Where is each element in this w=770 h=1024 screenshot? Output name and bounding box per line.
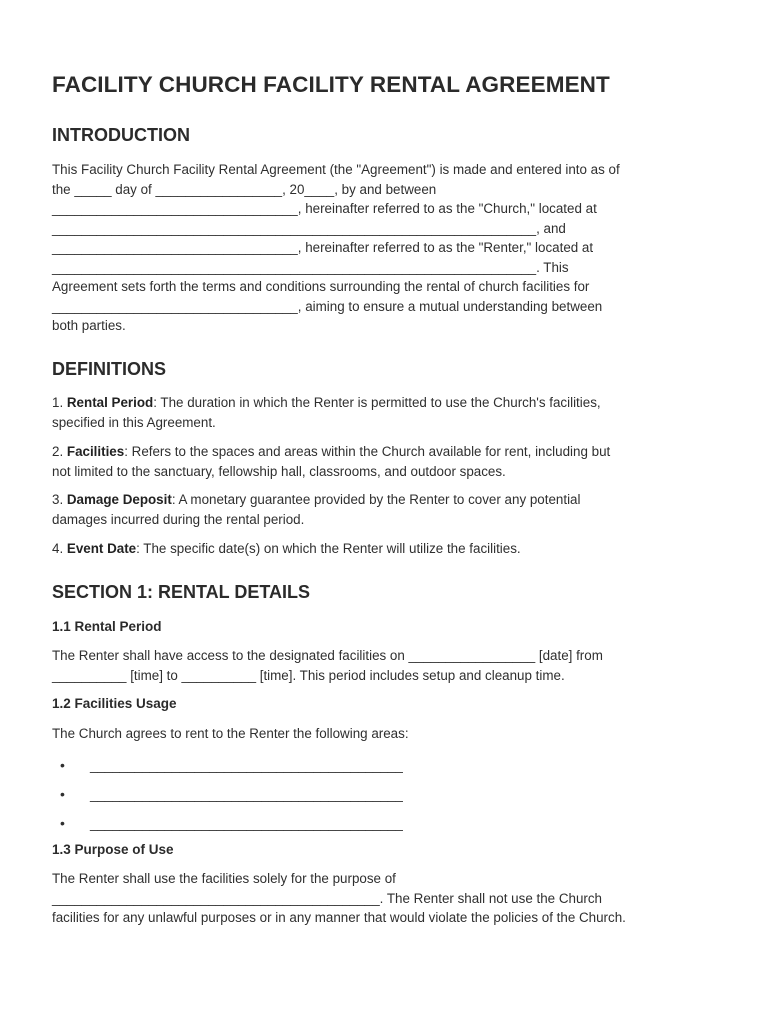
definition-text: : The specific date(s) on which the Renter will utilize the facilities. xyxy=(136,541,521,556)
definition-number: 2. xyxy=(52,444,67,459)
list-item xyxy=(60,815,403,831)
purpose-line: The Renter shall use the facilities solely for the purpose of xyxy=(52,871,396,886)
facilities-usage-heading: 1.2 Facilities Usage xyxy=(52,696,177,711)
definition-item xyxy=(52,539,722,559)
intro-line: Agreement sets forth the terms and conditions surrounding the rental of church facilities for xyxy=(52,279,590,294)
definition-text: not limited to the sanctuary, fellowship hall, classrooms, and outdoor spaces. xyxy=(52,463,506,479)
intro-line: _________________________________, hereinafter referred to as the "Church," located at xyxy=(52,201,597,216)
intro-line: _________________________________, aiming to ensure a mutual understanding between xyxy=(52,298,603,314)
document-title: FACILITY CHURCH FACILITY RENTAL AGREEMENT xyxy=(52,72,610,97)
facility-area-blank: __________________________________________ xyxy=(90,816,403,831)
bullet-icon: • xyxy=(60,786,65,802)
definition-text: : Refers to the spaces and areas within the Church available for rent, including but xyxy=(124,444,611,459)
definition-item xyxy=(52,393,722,432)
definition-text: : A monetary guarantee provided by the Renter to cover any potential xyxy=(171,492,581,507)
definition-term: Facilities xyxy=(66,444,125,459)
facilities-usage-text: The Church agrees to rent to the Renter the following areas: xyxy=(52,726,409,741)
definition-number: 1. xyxy=(52,395,67,410)
intro-line: both parties. xyxy=(52,318,126,333)
definition-text: specified in this Agreement. xyxy=(52,414,216,430)
definition-term: Event Date xyxy=(66,541,137,556)
section1-heading: SECTION 1: RENTAL DETAILS xyxy=(52,582,311,602)
purpose-of-use-heading: 1.3 Purpose of Use xyxy=(52,842,174,857)
definition-item xyxy=(52,442,722,481)
definitions-heading: DEFINITIONS xyxy=(52,359,167,379)
rental-period-line: The Renter shall have access to the designated facilities on _________________ [date] from xyxy=(52,648,603,663)
definition-text: damages incurred during the rental period. xyxy=(52,511,305,527)
rental-period-heading: 1.1 Rental Period xyxy=(52,619,162,634)
list-item xyxy=(60,786,403,802)
facility-area-blank: __________________________________________ xyxy=(90,758,403,773)
intro-line: _________________________________________________________________, and xyxy=(52,220,566,236)
definition-text: : The duration in which the Renter is permitted to use the Church's facilities, xyxy=(153,395,601,410)
rental-period-paragraph xyxy=(52,646,722,685)
rental-period-line: __________ [time] to __________ [time]. This period includes setup and cleanup time. xyxy=(52,667,565,683)
bullet-icon: • xyxy=(60,757,65,773)
purpose-line: ____________________________________________. The Renter shall not use the Church xyxy=(52,890,602,906)
facility-area-blank: __________________________________________ xyxy=(90,787,403,802)
bullet-icon: • xyxy=(60,815,65,831)
introduction-paragraph xyxy=(52,160,722,336)
definition-term: Rental Period xyxy=(66,395,154,410)
intro-line: This Facility Church Facility Rental Agreement (the "Agreement") is made and entered into as of xyxy=(52,162,620,177)
definition-number: 3. xyxy=(52,492,67,507)
list-item xyxy=(60,757,403,773)
purpose-of-use-paragraph xyxy=(52,869,722,928)
intro-line: _________________________________, hereinafter referred to as the "Renter," located at xyxy=(52,240,594,255)
definition-term: Damage Deposit xyxy=(66,492,172,507)
definition-number: 4. xyxy=(52,541,67,556)
introduction-heading: INTRODUCTION xyxy=(52,125,190,145)
intro-line: _________________________________________________________________. This xyxy=(52,259,569,275)
definition-item xyxy=(52,490,722,529)
intro-line: the _____ day of _________________, 20____, by and between xyxy=(52,181,437,197)
purpose-line: facilities for any unlawful purposes or in any manner that would violate the policies of the Church. xyxy=(52,910,626,925)
